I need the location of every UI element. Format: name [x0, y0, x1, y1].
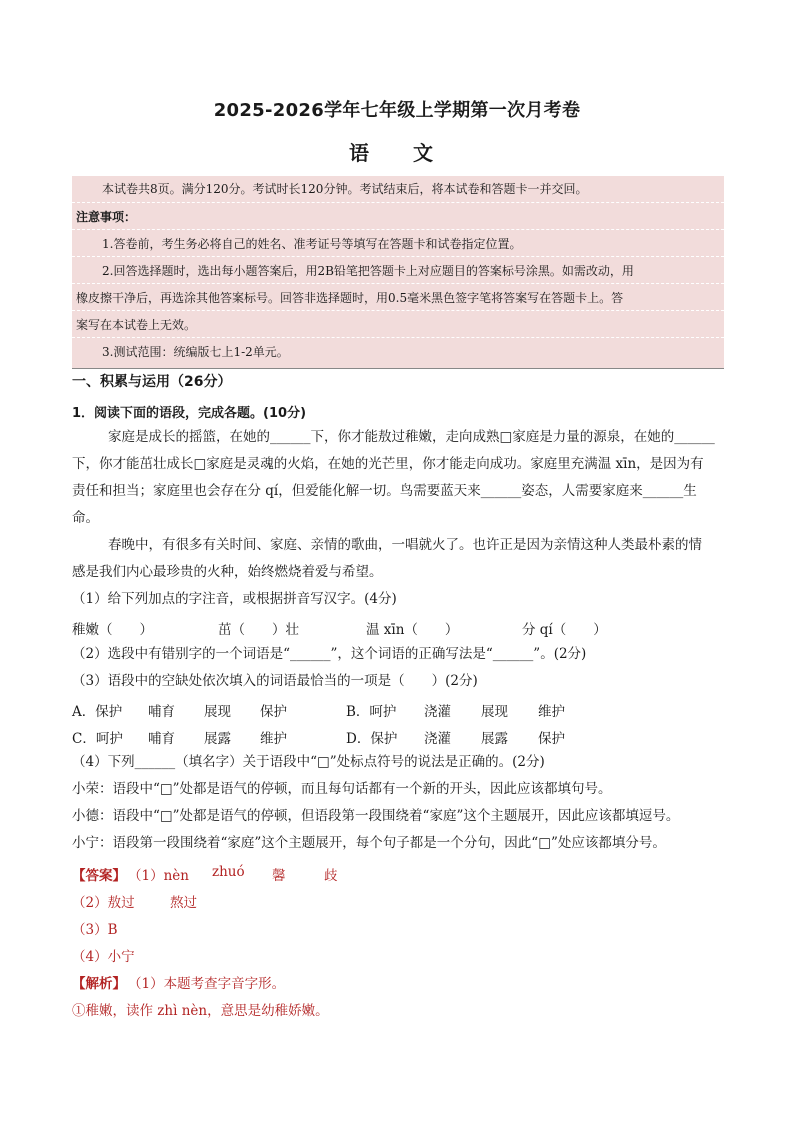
subquestion-3-prompt: （3）语段中的空缺处依次填入的词语最恰当的一项是（ ）(2分)	[72, 673, 478, 689]
answer-1-part-1: （1）nèn	[128, 868, 189, 884]
notice-divider	[72, 256, 724, 257]
notice-intro: 本试卷共8页。满分120分。考试时长120分钟。考试结束后，将本试卷和答题卡一并交回。	[102, 182, 588, 196]
notice-item-1: 1.答卷前，考生务必将自己的姓名、准考证号等填写在答题卡和试卷指定位置。	[102, 237, 522, 251]
option-c-word-2: 哺育	[148, 731, 175, 747]
option-a-word-1: A．保护	[72, 704, 123, 720]
answer-1-part-3: 馨	[272, 868, 286, 884]
exam-title: 2025-2026学年七年级上学期第一次月考卷	[213, 100, 581, 121]
section-divider	[72, 368, 724, 369]
notice-item-3: 3.测试范围：统编版七上1-2单元。	[102, 345, 289, 359]
answer-2-part-2: 熬过	[170, 895, 197, 911]
passage-line-1: 家庭是成长的摇篮，在她的______下，你才能敖过稚嫩，走向成熟□家庭是力量的源泉，在她的______	[108, 429, 715, 445]
option-b-word-1: B．呵护	[346, 704, 397, 720]
notice-divider	[72, 337, 724, 338]
answer-1-part-2: zhuó	[212, 864, 245, 880]
subquestion-4-prompt: （4）下列______（填名字）关于语段中“□”处标点符号的说法是正确的。(2分)	[72, 754, 545, 770]
answer-1-part-4: 歧	[324, 868, 338, 884]
notice-divider	[72, 310, 724, 311]
option-c-word-3: 展露	[204, 731, 231, 747]
option-c-word-1: C．呵护	[72, 731, 123, 747]
notice-box	[72, 176, 724, 368]
notice-divider	[72, 283, 724, 284]
passage-line-6: 感是我们内心最珍贵的火种，始终燃烧着爱与希望。	[72, 564, 383, 580]
option-b-word-4: 维护	[538, 704, 565, 720]
analysis-item-1: ①稚嫩，读作 zhì nèn，意思是幼稚娇嫩。	[72, 1003, 329, 1019]
answer-4: （4）小宁	[72, 949, 135, 965]
answer-label: 【答案】	[72, 868, 126, 884]
section-heading: 一、积累与运用（26分）	[72, 374, 232, 390]
subquestion-1-item-a: 稚嫩（ ）	[72, 622, 153, 638]
notice-item-2-line-1: 2.回答选择题时，选出每小题答案后，用2B铅笔把答题卡上对应题目的答案标号涂黑。如需改动，用	[102, 264, 634, 278]
subject-heading: 语 文	[349, 141, 445, 165]
passage-line-5: 春晚中，有很多有关时间、家庭、亲情的歌曲，一唱就火了。也许正是因为亲情这种人类最朴素的情	[108, 537, 702, 553]
answer-2-part-1: （2）敖过	[72, 895, 135, 911]
analysis-text: （1）本题考查字音字形。	[128, 976, 286, 992]
option-d-word-1: D．保护	[346, 731, 398, 747]
notice-item-2-line-2: 橡皮擦干净后，再选涂其他答案标号。回答非选择题时，用0.5毫米黑色签字笔将答案写在答题卡上。答	[76, 291, 624, 305]
option-d-word-4: 保护	[538, 731, 565, 747]
passage-line-4: 命。	[72, 510, 99, 526]
option-a-word-2: 哺育	[148, 704, 175, 720]
option-b-word-3: 展现	[481, 704, 508, 720]
subquestion-1-item-c: 温 xīn（ ）	[366, 622, 459, 638]
passage-line-2: 下，你才能茁壮成长□家庭是灵魂的火焰，在她的光芒里，你才能走向成功。家庭里充满温 xīn，是因为有	[72, 456, 704, 472]
subquestion-1-prompt: （1）给下列加点的字注音，或根据拼音写汉字。(4分)	[72, 591, 397, 607]
question-1-heading: 1．阅读下面的语段，完成各题。(10分)	[72, 406, 307, 421]
subquestion-1-item-b: 茁（ ）壮	[218, 622, 299, 638]
notice-heading: 注意事项：	[76, 210, 137, 224]
statement-xiaoning: 小宁：语段第一段围绕着“家庭”这个主题展开，每个句子都是一个分句，因此“□”处应该都填分号。	[72, 835, 666, 851]
notice-divider	[72, 202, 724, 203]
option-b-word-2: 浇灌	[424, 704, 451, 720]
answer-3: （3）B	[72, 922, 118, 938]
subquestion-2-prompt: （2）选段中有错别字的一个词语是“______”，这个词语的正确写法是“______”。(2分)	[72, 646, 587, 662]
option-a-word-3: 展现	[204, 704, 231, 720]
subquestion-1-item-d: 分 qí（ ）	[522, 622, 607, 638]
option-d-word-3: 展露	[481, 731, 508, 747]
passage-line-3: 责任和担当；家庭里也会存在分 qí，但爱能化解一切。鸟需要蓝天来______姿态，人需要家庭来______生	[72, 483, 697, 499]
notice-item-2-line-3: 案写在本试卷上无效。	[76, 318, 197, 332]
statement-xiaode: 小德：语段中“□”处都是语气的停顿，但语段第一段围绕着“家庭”这个主题展开，因此应该都填逗号。	[72, 808, 680, 824]
option-d-word-2: 浇灌	[424, 731, 451, 747]
analysis-label: 【解析】	[72, 976, 126, 992]
option-a-word-4: 保护	[260, 704, 287, 720]
statement-xiaorong: 小荣：语段中“□”处都是语气的停顿，而且每句话都有一个新的开头，因此应该都填句号。	[72, 781, 612, 797]
notice-divider	[72, 229, 724, 230]
option-c-word-4: 维护	[260, 731, 287, 747]
